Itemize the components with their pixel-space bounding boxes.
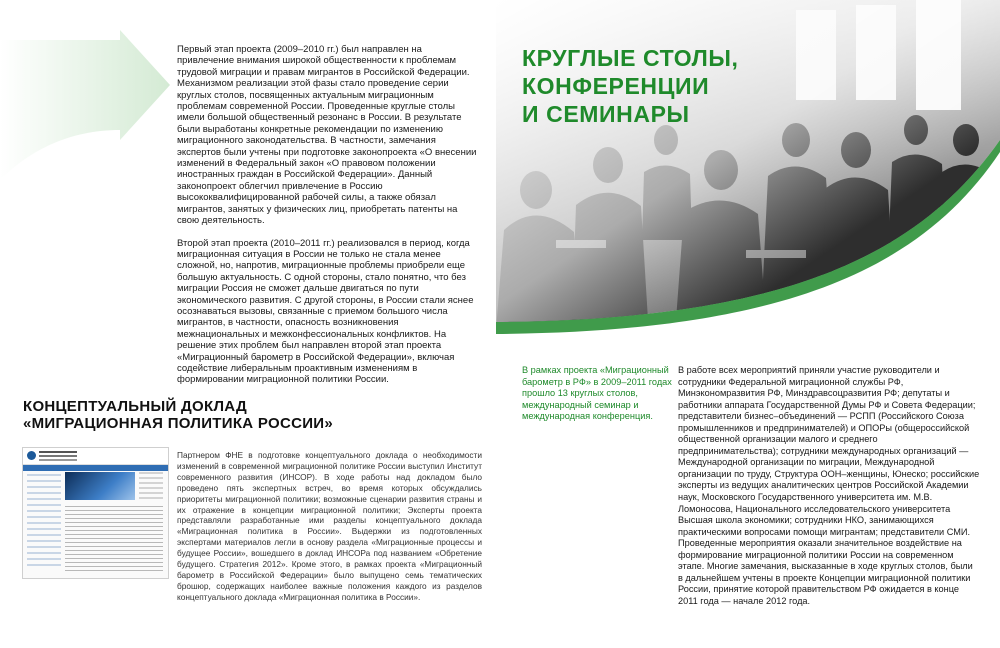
website-screenshot-thumbnail [22, 447, 169, 579]
title-line-2: КОНФЕРЕНЦИИ [522, 73, 710, 99]
stage-two-paragraph: Второй этап проекта (2010–2011 гг.) реализовался в период, когда миграционная ситуация в России не только не стала менее сложной, но, напротив, миграционные проблемы приобрели еще большую актуальность. С одной стороны, стало понятно, что без миграции Россия не сможет дальше двигаться по пути экономического развития. С другой стороны, в России стали яснее осознаваться вызовы, связанные с приемом большого числа мигрантов, в частности, опасность возникновения межнациональных и межконфессиональных конфликтов. На решение этих проблем был направлен второй этап проекта «Миграционный барометр в Российской Федерации», включая содействие либеральным проактивным изменениям в формировании миграционной политики России. [177, 237, 474, 386]
page-title [522, 44, 739, 128]
report-heading-line-2: «МИГРАЦИОННАЯ ПОЛИТИКА РОССИИ» [23, 415, 334, 432]
impact-paragraph: Проведенные мероприятия оказали значительное воздействие на формирование миграционной политики России на современном этапе. Многие замечания, высказанные в ходе круглых столов, были в дальнейшем учтены в проекте Концепции миграционной политики России, принятие которой правительством РФ ожидается в конце 2011 года — начале 2012 года. [678, 538, 973, 606]
green-arrow-decoration [0, 30, 175, 180]
thumbnail-nav-bar [23, 465, 168, 471]
thumbnail-text-lines [65, 506, 163, 572]
title-line-3: И СЕМИНАРЫ [522, 101, 690, 127]
stage-one-paragraph: Первый этап проекта (2009–2010 гг.) был направлен на привлечение внимания широкой общественности к проблемам трудовой миграции и правам мигрантов в Российской Федерации. Механизмом реализации этой фазы стало проведение серии круглых столов, посвященных актуальным миграционным проблемам современной России. Проведенные круглые столы имели большой общественный резонанс в России. В результате были выработаны конкретные рекомендации по изменению миграционного законодательства. В частности, замечания экспертов были учтены при подготовке законопроекта «О внесении изменений в Федеральный закон «О правовом положении иностранных граждан в Российской Федерации». Данный законопроект облегчил привлечение в Россию высококвалифицированной рабочей силы, а также обязал мигрантов, занятых у физических лиц, приобретать патенты на свою деятельность. [177, 44, 477, 227]
report-description: Партнером ФНЕ в подготовке концептуального доклада о необходимости изменений в современной миграционной политике России выступил Институт современного развития (ИНСОР). В ходе работы над докладом было проведено пять экспертных встреч, во время которых обсуждались приоритеты миграционной политики; возможные сценарии развития страны и их отражение в концепции миграционной политики; Эксперты проекта представляли разработанные ими разделы концептуального доклада «Миграционная политика в России». Выдержки из подготовленных экспертами материалов легли в основу раздела «Миграционные процессы и будущее России», вошедшего в доклад ИНСОРа под названием «Обретение будущего. Стратегия 2012». Кроме этого, в рамках проекта «Миграционный барометр в Российской Федерации» было выпущено семь тематических брошюр, содержащих наиболее важные положения каждого из разделов концептуального доклада «Миграционная политика в России». [177, 450, 482, 602]
project-stages-text [177, 44, 479, 397]
thumbnail-sidebar [27, 474, 61, 570]
participants-text [678, 365, 980, 607]
participants-paragraph: В работе всех мероприятий приняли участие руководители и сотрудники Федеральной миграционной службы РФ, Минэкономразвития РФ, Минздравсоцразвития РФ; депутаты и работники аппарата Государственной Думы РФ и Совета Федерации; представители бизнес–объединений — РСПП (Российского Союза промышленников и предпринимателей) и ОПОРы (общероссийской общественной организации малого и среднего предпринимательства); сотрудники международных организаций — Международной организации по миграции, Международной организации по труду, Структура ООН–женщины, Юнеско; российские эксперты из ведущих аналитических центров Российской Академии наук, Московского Государственного университета им. М.В. Ломоносова, Национального исследовательского университета Высшая школа экономики; сотрудники НКО, занимающихся практическими вопросами помощи мигрантам; представители СМИ. [678, 365, 980, 537]
thumbnail-right-column [139, 472, 163, 500]
report-heading-line-1: КОНЦЕПТУАЛЬНЫЙ ДОКЛАД [23, 398, 247, 415]
thumbnail-logo-text [39, 451, 77, 453]
thumbnail-header [23, 448, 168, 465]
report-heading [23, 398, 483, 432]
thumbnail-banner-image [65, 472, 135, 500]
thumbnail-logo-icon [27, 451, 36, 460]
intro-highlight: В рамках проекта «Миграционный барометр в РФ» в 2009–2011 годах прошло 13 круглых столов, международный семинар и международная конференция. [522, 365, 672, 421]
title-line-1: КРУГЛЫЕ СТОЛЫ, [522, 45, 739, 71]
